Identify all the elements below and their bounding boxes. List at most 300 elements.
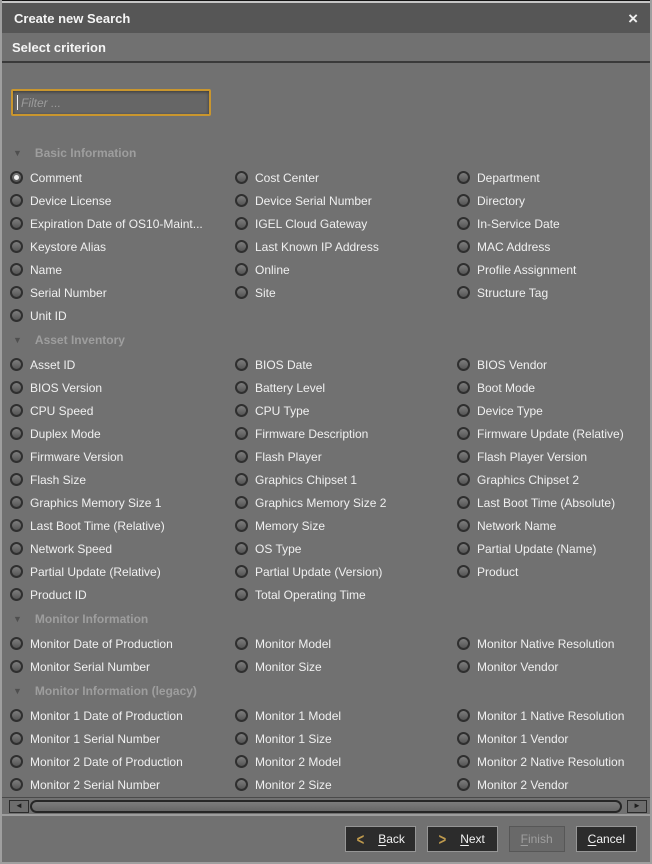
criterion-cost-center[interactable]: [235, 166, 457, 189]
radio-dot: [461, 500, 466, 505]
next-button-label: Next: [460, 832, 485, 846]
criterion-bios-vendor[interactable]: [457, 353, 650, 376]
radio-dot: [14, 782, 19, 787]
criterion-structure-tag[interactable]: [457, 281, 650, 304]
criterion-label: Monitor 1 Date of Production: [30, 708, 183, 723]
section-header-monitor-information-legacy[interactable]: [10, 678, 650, 704]
radio-button-icon: [10, 732, 23, 745]
radio-dot: [461, 664, 466, 669]
criterion-label: CPU Speed: [30, 403, 94, 418]
radio-button-icon: [10, 286, 23, 299]
criterion-device-type[interactable]: [457, 399, 650, 422]
filter-field-wrap: [11, 89, 211, 116]
criterion-label: Structure Tag: [477, 285, 549, 300]
criterion-online[interactable]: [235, 258, 457, 281]
criterion-label: Firmware Update (Relative): [477, 426, 624, 441]
criterion-firmware-update-relative[interactable]: [457, 422, 650, 445]
criterion-monitor-2-native-resolution[interactable]: [457, 750, 650, 773]
radio-button-icon: [10, 217, 23, 230]
radio-button-icon: [10, 778, 23, 791]
criterion-firmware-version[interactable]: [10, 445, 235, 468]
criterion-last-boot-time-absolute[interactable]: [457, 491, 650, 514]
criterion-label: Device Serial Number: [255, 193, 372, 208]
criteria-panel: [2, 63, 650, 797]
radio-button-icon: [457, 778, 470, 791]
criterion-graphics-chipset-2[interactable]: [457, 468, 650, 491]
radio-button-icon: [235, 286, 248, 299]
criterion-graphics-memory-size-1[interactable]: [10, 491, 235, 514]
criterion-flash-player[interactable]: [235, 445, 457, 468]
criterion-unit-id[interactable]: [10, 304, 235, 327]
finish-button-label: Finish: [520, 832, 553, 846]
radio-button-icon: [10, 755, 23, 768]
radio-button-icon: [457, 427, 470, 440]
horizontal-scrollbar[interactable]: [2, 797, 650, 814]
radio-button-icon: [10, 588, 23, 601]
radio-dot: [461, 569, 466, 574]
radio-button-icon: [457, 709, 470, 722]
criterion-label: BIOS Version: [30, 380, 103, 395]
filter-input[interactable]: [11, 89, 211, 116]
criterion-label: Expiration Date of OS10-Maint...: [30, 216, 203, 231]
radio-dot: [239, 362, 244, 367]
radio-dot: [461, 782, 466, 787]
cancel-button[interactable]: [576, 826, 637, 852]
collapse-triangle-icon: ▼: [13, 685, 22, 696]
radio-dot: [14, 431, 19, 436]
radio-dot: [239, 267, 244, 272]
criterion-monitor-1-size[interactable]: [235, 727, 457, 750]
radio-button-icon: [235, 588, 248, 601]
radio-dot: [14, 198, 19, 203]
criterion-monitor-vendor[interactable]: [457, 655, 650, 678]
radio-dot: [239, 221, 244, 226]
radio-button-icon: [235, 381, 248, 394]
radio-dot: [239, 290, 244, 295]
radio-button-icon: [10, 171, 23, 184]
radio-dot: [461, 175, 466, 180]
criterion-flash-size[interactable]: [10, 468, 235, 491]
criterion-label: Name: [30, 262, 63, 277]
radio-dot: [239, 759, 244, 764]
scrollbar-thumb[interactable]: [30, 800, 622, 813]
criterion-cpu-type[interactable]: [235, 399, 457, 422]
criterion-label: Monitor 1 Size: [255, 731, 332, 746]
radio-dot: [14, 385, 19, 390]
radio-button-icon: [457, 217, 470, 230]
radio-dot: [461, 267, 466, 272]
radio-button-icon: [235, 542, 248, 555]
criterion-label: Monitor 1 Serial Number: [30, 731, 161, 746]
criterion-partial-update-relative[interactable]: [10, 560, 235, 583]
criterion-flash-player-version[interactable]: [457, 445, 650, 468]
criterion-label: Partial Update (Name): [477, 541, 597, 556]
criterion-monitor-native-resolution[interactable]: [457, 632, 650, 655]
radio-dot: [239, 782, 244, 787]
radio-dot: [239, 546, 244, 551]
section-label: Monitor Information: [34, 612, 149, 626]
radio-button-icon: [235, 519, 248, 532]
radio-dot: [14, 221, 19, 226]
radio-dot: [14, 267, 19, 272]
criterion-label: OS Type: [255, 541, 302, 556]
radio-button-icon: [457, 755, 470, 768]
criterion-monitor-1-model[interactable]: [235, 704, 457, 727]
criterion-label: BIOS Vendor: [477, 357, 548, 372]
collapse-triangle-icon: ▼: [13, 334, 22, 345]
chevron-right-icon: >: [438, 829, 447, 849]
criterion-label: Duplex Mode: [30, 426, 101, 441]
radio-button-icon: [235, 358, 248, 371]
radio-button-icon: [235, 496, 248, 509]
criterion-label: Monitor 2 Date of Production: [30, 754, 183, 769]
radio-dot: [461, 290, 466, 295]
radio-button-icon: [457, 660, 470, 673]
radio-button-icon: [457, 542, 470, 555]
radio-dot: [239, 713, 244, 718]
radio-button-icon: [457, 496, 470, 509]
radio-dot: [239, 736, 244, 741]
radio-button-icon: [10, 496, 23, 509]
criterion-label: Firmware Version: [30, 449, 124, 464]
section-header-basic-information[interactable]: [10, 140, 650, 166]
criterion-label: Monitor 1 Native Resolution: [477, 708, 625, 723]
criterion-total-operating-time[interactable]: [235, 583, 457, 606]
criterion-label: Flash Size: [30, 472, 87, 487]
criterion-product[interactable]: [457, 560, 650, 583]
section-label: Basic Information: [34, 146, 137, 160]
criterion-label: Product ID: [30, 587, 87, 602]
criterion-in-service-date[interactable]: [457, 212, 650, 235]
criterion-label: In-Service Date: [477, 216, 560, 231]
criterion-duplex-mode[interactable]: [10, 422, 235, 445]
radio-button-icon: [235, 217, 248, 230]
criterion-label: Firmware Description: [255, 426, 369, 441]
criterion-label: Comment: [30, 170, 83, 185]
criteria-grid: [10, 140, 650, 796]
radio-dot: [14, 290, 19, 295]
radio-button-icon: [235, 263, 248, 276]
radio-button-icon: [235, 404, 248, 417]
radio-button-icon: [235, 427, 248, 440]
radio-dot: [461, 408, 466, 413]
radio-dot: [14, 175, 19, 180]
radio-button-icon: [235, 660, 248, 673]
radio-button-icon: [10, 473, 23, 486]
criterion-monitor-1-date-of-production[interactable]: [10, 704, 235, 727]
criterion-label: Monitor 2 Vendor: [477, 777, 569, 792]
section-header-monitor-information[interactable]: [10, 606, 650, 632]
radio-button-icon: [235, 450, 248, 463]
criterion-battery-level[interactable]: [235, 376, 457, 399]
radio-dot: [14, 546, 19, 551]
criterion-label: Monitor 2 Native Resolution: [477, 754, 625, 769]
back-button-label: Back: [378, 832, 405, 846]
radio-dot: [14, 523, 19, 528]
radio-dot: [14, 477, 19, 482]
criterion-label: Monitor 2 Serial Number: [30, 777, 161, 792]
radio-button-icon: [235, 709, 248, 722]
criterion-network-name[interactable]: [457, 514, 650, 537]
criterion-label: Flash Player Version: [477, 449, 588, 464]
step-title: Select criterion: [12, 39, 106, 55]
criterion-label: Last Boot Time (Absolute): [477, 495, 616, 510]
back-button[interactable]: [345, 826, 416, 852]
radio-dot: [14, 641, 19, 646]
criterion-network-speed[interactable]: [10, 537, 235, 560]
criterion-label: Graphics Chipset 1: [255, 472, 358, 487]
radio-button-icon: [235, 194, 248, 207]
criterion-name[interactable]: [10, 258, 235, 281]
radio-button-icon: [10, 194, 23, 207]
radio-dot: [14, 569, 19, 574]
criterion-os-type[interactable]: [235, 537, 457, 560]
criterion-label: Network Name: [477, 518, 557, 533]
radio-button-icon: [457, 171, 470, 184]
criterion-monitor-2-date-of-production[interactable]: [10, 750, 235, 773]
criterion-label: Serial Number: [30, 285, 107, 300]
criterion-label: MAC Address: [477, 239, 551, 254]
criterion-asset-id[interactable]: [10, 353, 235, 376]
radio-dot: [461, 477, 466, 482]
criterion-device-serial-number[interactable]: [235, 189, 457, 212]
criterion-label: Monitor Serial Number: [30, 659, 151, 674]
radio-dot: [239, 408, 244, 413]
criterion-label: Directory: [477, 193, 526, 208]
radio-button-icon: [10, 542, 23, 555]
dialog-titlebar: [2, 3, 650, 33]
criterion-monitor-serial-number[interactable]: [10, 655, 235, 678]
criterion-label: Asset ID: [30, 357, 76, 372]
radio-button-icon: [457, 637, 470, 650]
criterion-label: CPU Type: [255, 403, 310, 418]
section-label: Asset Inventory: [34, 333, 125, 347]
criterion-label: Graphics Memory Size 2: [255, 495, 387, 510]
scroll-right-button[interactable]: ►: [627, 800, 647, 813]
radio-dot: [461, 362, 466, 367]
criterion-label: Graphics Chipset 2: [477, 472, 580, 487]
radio-dot: [239, 641, 244, 646]
radio-dot: [461, 198, 466, 203]
criterion-label: Device Type: [477, 403, 543, 418]
radio-dot: [461, 244, 466, 249]
criterion-partial-update-version[interactable]: [235, 560, 457, 583]
criterion-label: Boot Mode: [477, 380, 536, 395]
criterion-label: Memory Size: [255, 518, 326, 533]
radio-button-icon: [457, 519, 470, 532]
criterion-label: Network Speed: [30, 541, 113, 556]
criterion-label: Unit ID: [30, 308, 67, 323]
radio-button-icon: [457, 404, 470, 417]
criterion-boot-mode[interactable]: [457, 376, 650, 399]
radio-dot: [14, 713, 19, 718]
radio-button-icon: [457, 286, 470, 299]
radio-button-icon: [10, 519, 23, 532]
finish-button: [509, 826, 565, 852]
criterion-serial-number[interactable]: [10, 281, 235, 304]
criterion-keystore-alias[interactable]: [10, 235, 235, 258]
next-button[interactable]: [427, 826, 498, 852]
radio-dot: [461, 736, 466, 741]
radio-dot: [239, 454, 244, 459]
radio-dot: [239, 664, 244, 669]
wizard-button-bar: [2, 816, 650, 862]
criterion-product-id[interactable]: [10, 583, 235, 606]
radio-dot: [14, 759, 19, 764]
criterion-label: Monitor 2 Size: [255, 777, 332, 792]
radio-button-icon: [10, 660, 23, 673]
chevron-left-icon: <: [356, 829, 365, 849]
collapse-triangle-icon: ▼: [13, 613, 22, 624]
radio-button-icon: [457, 194, 470, 207]
radio-button-icon: [10, 381, 23, 394]
radio-button-icon: [10, 309, 23, 322]
radio-dot: [239, 477, 244, 482]
criterion-label: Partial Update (Relative): [30, 564, 161, 579]
criterion-label: Keystore Alias: [30, 239, 107, 254]
radio-button-icon: [10, 427, 23, 440]
radio-dot: [239, 592, 244, 597]
criterion-profile-assignment[interactable]: [457, 258, 650, 281]
criterion-graphics-chipset-1[interactable]: [235, 468, 457, 491]
criterion-monitor-2-vendor[interactable]: [457, 773, 650, 796]
radio-dot: [239, 523, 244, 528]
radio-dot: [239, 175, 244, 180]
criterion-label: Online: [255, 262, 290, 277]
criterion-bios-date[interactable]: [235, 353, 457, 376]
criterion-label: Site: [255, 285, 276, 300]
radio-dot: [239, 198, 244, 203]
criterion-label: Monitor Vendor: [477, 659, 559, 674]
radio-dot: [239, 569, 244, 574]
radio-dot: [239, 385, 244, 390]
criterion-label: Device License: [30, 193, 112, 208]
criterion-label: Monitor Native Resolution: [477, 636, 615, 651]
radio-dot: [461, 523, 466, 528]
criterion-monitor-1-serial-number[interactable]: [10, 727, 235, 750]
radio-dot: [239, 500, 244, 505]
criterion-label: Total Operating Time: [255, 587, 366, 602]
criterion-monitor-2-size[interactable]: [235, 773, 457, 796]
criterion-label: Monitor Date of Production: [30, 636, 173, 651]
criterion-label: Cost Center: [255, 170, 320, 185]
collapse-triangle-icon: ▼: [13, 147, 22, 158]
criterion-label: IGEL Cloud Gateway: [255, 216, 368, 231]
criterion-firmware-description[interactable]: [235, 422, 457, 445]
criterion-monitor-1-vendor[interactable]: [457, 727, 650, 750]
radio-dot: [14, 408, 19, 413]
radio-button-icon: [235, 778, 248, 791]
radio-dot: [461, 713, 466, 718]
radio-dot: [239, 431, 244, 436]
criterion-department[interactable]: [457, 166, 650, 189]
criterion-device-license[interactable]: [10, 189, 235, 212]
criterion-last-known-ip-address[interactable]: [235, 235, 457, 258]
radio-button-icon: [457, 263, 470, 276]
radio-button-icon: [457, 240, 470, 253]
radio-dot: [461, 759, 466, 764]
criterion-site[interactable]: [235, 281, 457, 304]
radio-button-icon: [457, 473, 470, 486]
scroll-left-button[interactable]: ◄: [9, 800, 29, 813]
criterion-igel-cloud-gateway[interactable]: [235, 212, 457, 235]
radio-dot: [14, 362, 19, 367]
radio-dot: [461, 641, 466, 646]
criterion-monitor-size[interactable]: [235, 655, 457, 678]
radio-button-icon: [10, 637, 23, 650]
radio-dot: [461, 385, 466, 390]
criterion-bios-version[interactable]: [10, 376, 235, 399]
cancel-button-label: Cancel: [587, 832, 625, 846]
radio-button-icon: [10, 450, 23, 463]
radio-dot: [14, 313, 19, 318]
close-icon[interactable]: ×: [628, 8, 638, 28]
criterion-monitor-2-serial-number[interactable]: [10, 773, 235, 796]
radio-button-icon: [457, 381, 470, 394]
radio-button-icon: [235, 565, 248, 578]
radio-dot: [461, 221, 466, 226]
criterion-label: Graphics Memory Size 1: [30, 495, 162, 510]
criterion-expiration-date-of-os10-maint[interactable]: [10, 212, 235, 235]
radio-button-icon: [235, 637, 248, 650]
criterion-directory[interactable]: [457, 189, 650, 212]
radio-button-icon: [10, 565, 23, 578]
criterion-graphics-memory-size-2[interactable]: [235, 491, 457, 514]
criterion-monitor-model[interactable]: [235, 632, 457, 655]
radio-dot: [14, 500, 19, 505]
criterion-label: Monitor 1 Model: [255, 708, 342, 723]
radio-button-icon: [10, 358, 23, 371]
criterion-memory-size[interactable]: [235, 514, 457, 537]
criterion-monitor-date-of-production[interactable]: [10, 632, 235, 655]
radio-button-icon: [10, 404, 23, 417]
criterion-comment[interactable]: [10, 166, 235, 189]
criterion-label: Partial Update (Version): [255, 564, 383, 579]
radio-button-icon: [235, 732, 248, 745]
criterion-mac-address[interactable]: [457, 235, 650, 258]
radio-dot: [14, 592, 19, 597]
criterion-label: Last Boot Time (Relative): [30, 518, 165, 533]
criterion-cpu-speed[interactable]: [10, 399, 235, 422]
criterion-last-boot-time-relative[interactable]: [10, 514, 235, 537]
section-header-asset-inventory[interactable]: [10, 327, 650, 353]
criterion-label: Last Known IP Address: [255, 239, 379, 254]
radio-button-icon: [235, 473, 248, 486]
radio-dot: [14, 244, 19, 249]
radio-dot: [461, 546, 466, 551]
criterion-label: Department: [477, 170, 540, 185]
radio-button-icon: [10, 709, 23, 722]
dialog-title: Create new Search: [14, 10, 131, 26]
section-label: Monitor Information (legacy): [34, 684, 197, 698]
radio-button-icon: [457, 450, 470, 463]
criterion-label: Profile Assignment: [477, 262, 577, 277]
radio-dot: [461, 431, 466, 436]
criterion-label: Monitor 1 Vendor: [477, 731, 569, 746]
criterion-partial-update-name[interactable]: [457, 537, 650, 560]
criterion-label: BIOS Date: [255, 357, 313, 372]
criterion-monitor-1-native-resolution[interactable]: [457, 704, 650, 727]
radio-button-icon: [235, 240, 248, 253]
criterion-label: Monitor Model: [255, 636, 332, 651]
radio-dot: [239, 244, 244, 249]
criterion-label: Monitor 2 Model: [255, 754, 342, 769]
radio-dot: [461, 454, 466, 459]
text-caret: [17, 95, 18, 110]
radio-button-icon: [457, 732, 470, 745]
step-header: [2, 33, 650, 63]
criterion-monitor-2-model[interactable]: [235, 750, 457, 773]
